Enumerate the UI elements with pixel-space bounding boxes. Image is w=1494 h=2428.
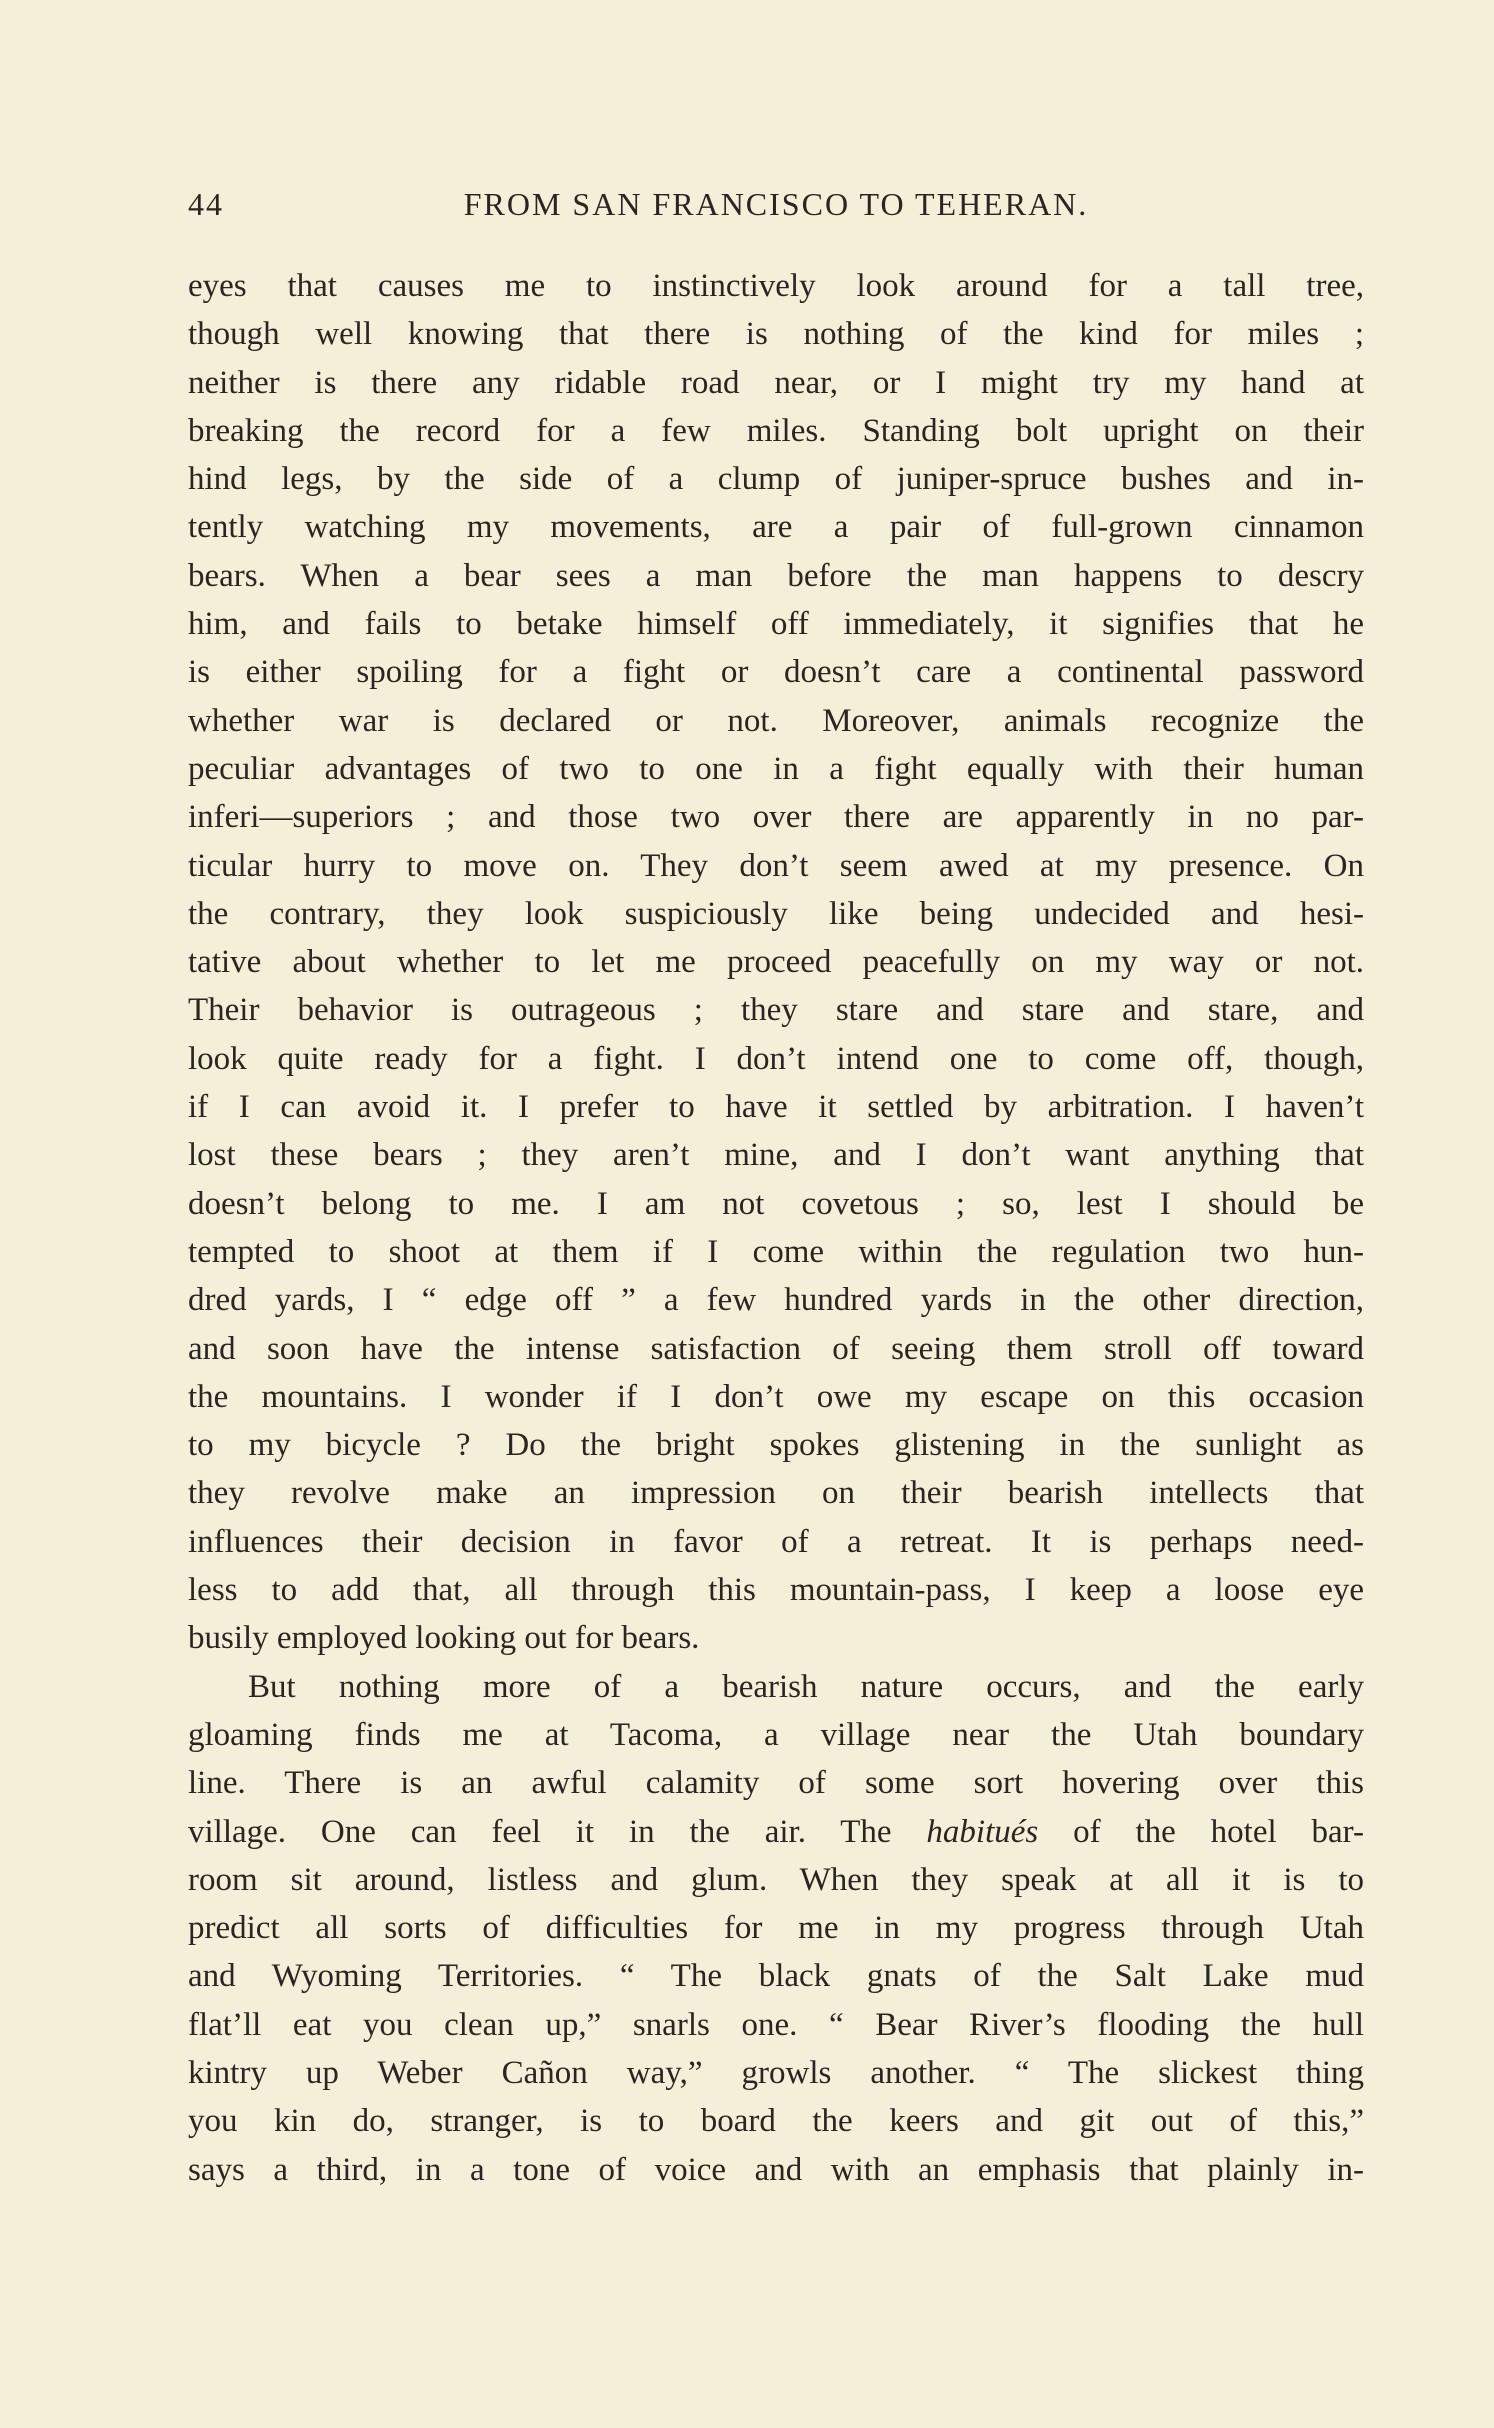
page-number: 44 [188, 186, 224, 222]
line-segment: of the hotel bar- [1073, 1813, 1364, 1850]
line-segment: village. One can feel it in the air. The [188, 1813, 892, 1850]
text-line: and Wyoming Territories. “ The black gnats of the Salt Lake mud [188, 1958, 1364, 1995]
text-line: tative about whether to let me proceed peacefully on my way or not. [188, 944, 1364, 981]
text-line: the mountains. I wonder if I don’t owe my escape on this occasion [188, 1378, 1364, 1415]
text-line: flat’ll eat you clean up,” snarls one. “ Bear River’s flooding the hull [188, 2006, 1364, 2043]
text-line: peculiar advantages of two to one in a fight equally with their human [188, 750, 1364, 787]
text-line: tently watching my movements, are a pair of full-grown cinnamon [188, 509, 1364, 546]
body-text [188, 262, 1364, 2194]
text-line: is either spoiling for a fight or doesn’t care a continental password [188, 654, 1364, 691]
text-line: eyes that causes me to instinctively look around for a tall tree, [188, 268, 1364, 304]
text-line: busily employed looking out for bears. [188, 1620, 700, 1657]
text-line: breaking the record for a few miles. Standing bolt upright on their [188, 412, 1364, 449]
text-line: the contrary, they look suspiciously like being undecided and hesi- [188, 895, 1364, 932]
text-line: tempted to shoot at them if I come within the regulation two hun- [188, 1233, 1364, 1270]
text-line: influences their decision in favor of a retreat. It is perhaps need- [188, 1523, 1364, 1560]
text-line: they revolve make an impression on their bearish intellects that [188, 1475, 1364, 1512]
text-line: ticular hurry to move on. They don’t seem awed at my presence. On [188, 847, 1364, 884]
text-line: whether war is declared or not. Moreover, animals recognize the [188, 702, 1364, 739]
text-line: says a third, in a tone of voice and with an emphasis that plainly in- [188, 2151, 1364, 2188]
text-line: neither is there any ridable road near, or I might try my hand at [188, 364, 1364, 401]
text-line-with-italic [188, 1808, 1364, 1856]
italic-word: habitués [926, 1813, 1039, 1850]
text-line: inferi—superiors ; and those two over there are apparently in no par- [188, 799, 1364, 836]
text-line: dred yards, I “ edge off ” a few hundred yards in the other direction, [188, 1282, 1364, 1319]
text-line: though well knowing that there is nothing of the kind for miles ; [188, 316, 1364, 353]
text-line: bears. When a bear sees a man before the man happens to descry [188, 557, 1364, 594]
text-line: if I can avoid it. I prefer to have it settled by arbitration. I haven’t [188, 1089, 1364, 1126]
text-line: you kin do, stranger, is to board the keers and git out of this,” [188, 2103, 1364, 2140]
page-header [188, 186, 1364, 236]
text-line: him, and fails to betake himself off immediately, it signifies that he [188, 606, 1364, 643]
text-line: line. There is an awful calamity of some sort hovering over this [188, 1765, 1364, 1802]
text-line: to my bicycle ? Do the bright spokes glistening in the sunlight as [188, 1427, 1364, 1464]
paragraph-start-line: But nothing more of a bearish nature occurs, and the early [248, 1668, 1364, 1705]
running-head: FROM SAN FRANCISCO TO TEHERAN. [463, 186, 1089, 222]
text-line: hind legs, by the side of a clump of juniper-spruce bushes and in- [188, 461, 1364, 498]
text-line: kintry up Weber Cañon way,” growls another. “ The slickest thing [188, 2054, 1364, 2091]
text-line: room sit around, listless and glum. When they speak at all it is to [188, 1861, 1364, 1898]
text-line: gloaming finds me at Tacoma, a village near the Utah boundary [188, 1716, 1364, 1753]
text-line: lost these bears ; they aren’t mine, and I don’t want anything that [188, 1137, 1364, 1174]
text-line: and soon have the intense satisfaction of seeing them stroll off toward [188, 1330, 1364, 1367]
text-line: predict all sorts of difficulties for me in my progress through Utah [188, 1910, 1364, 1947]
text-line: doesn’t belong to me. I am not covetous ; so, lest I should be [188, 1185, 1364, 1222]
text-line: look quite ready for a fight. I don’t intend one to come off, though, [188, 1040, 1364, 1077]
text-line: less to add that, all through this mountain-pass, I keep a loose eye [188, 1572, 1364, 1609]
text-line: Their behavior is outrageous ; they stare and stare and stare, and [188, 992, 1364, 1029]
